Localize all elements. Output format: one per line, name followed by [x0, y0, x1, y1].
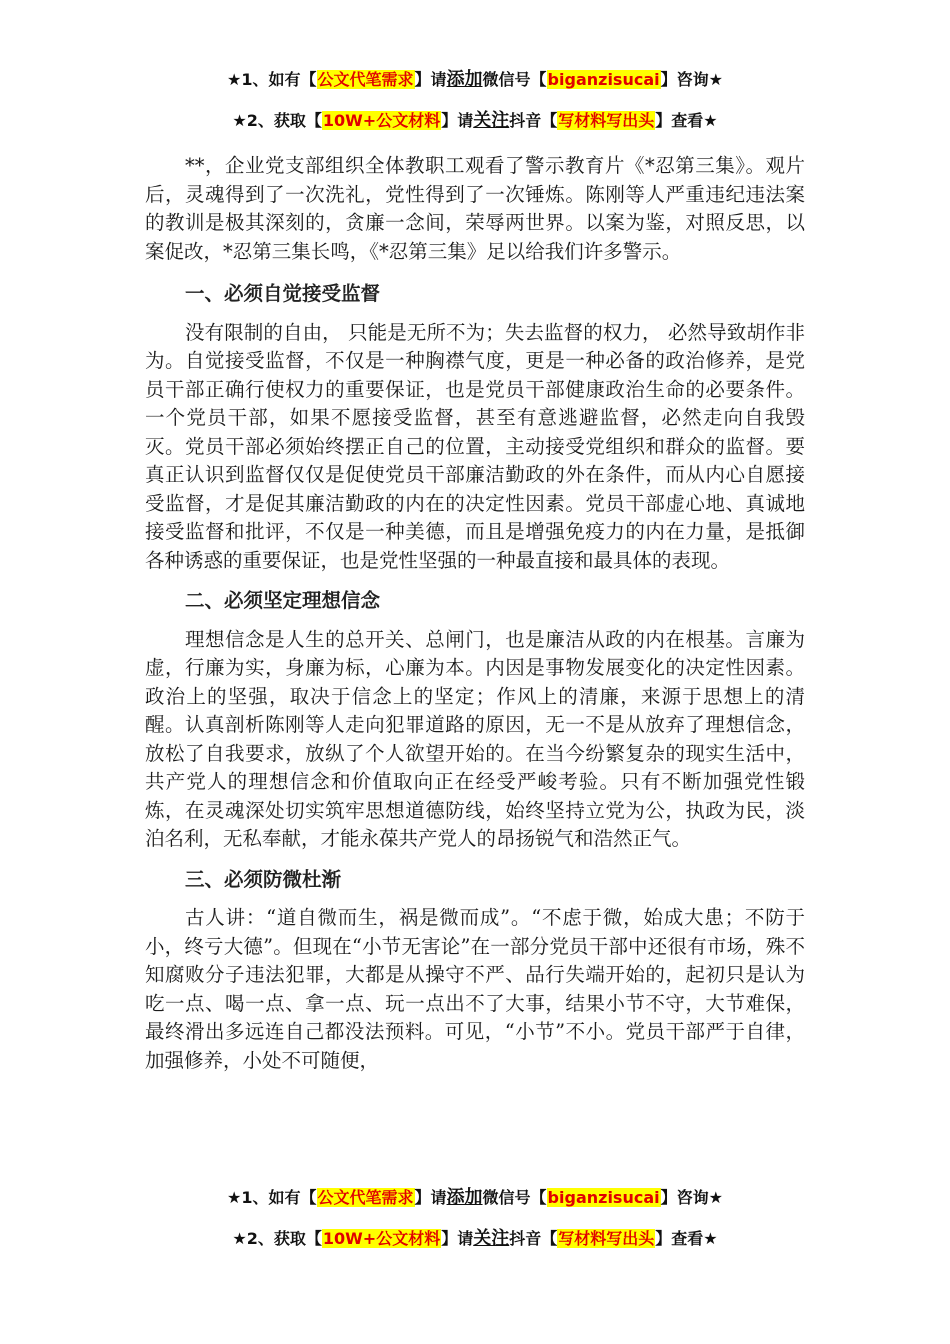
section-2-paragraph: 理想信念是人生的总开关、总闸门，也是廉洁从政的内在根基。言廉为虚，行廉为实，身廉为标，心廉为本。内因是事物发展变化的决定性因素。政治上的坚强，取决于信念上的坚定；作风上的清廉，来源于思想上的清醒。认真剖析陈刚等人走向犯罪道路的原因，无一不是从放弃了理想信念，放松了自我要求，放纵了个人欲望开始的。在当今纷繁复杂的现实生活中，共产党人的理想信念和价值取向正在经受严峻考验。只有不断加强党性锻炼，在灵魂深处切实筑牢思想道德防线，始终坚持立党为公，执政为民，淡泊名利，无私奉献，才能永葆共产党人的昂扬锐气和浩然正气。 — [145, 627, 805, 850]
banner-text: ★1、如有【 — [227, 70, 317, 89]
banner-text: 】请 — [414, 70, 447, 89]
section-3-paragraph: 古人讲：“道自微而生，祸是微而成”。“不虑于微，始成大患；不防于小，终亏大德”。但现在“小节无害论”在一部分党员干部中还很有市场，殊不知腐败分子违法犯罪，大都是从操守不严、品行失端开始的，起初只是认为吃一点、喝一点、拿一点、玩一点出不了大事，结果小节不守，大节难保，最终滑出多远连自己都没法预料。可见，“小节”不小。党员干部严于自律，加强修养，小处不可随便， — [145, 906, 805, 1072]
banner-text: 微信号【 — [482, 1188, 547, 1207]
banner-highlight: 10W+公文材料 — [322, 111, 441, 130]
douyin-id-highlight: 写材料写出头 — [558, 111, 655, 130]
banner-text: 】请 — [441, 1229, 474, 1248]
section-1-heading: 一、必须自觉接受监督 — [185, 282, 381, 305]
banner-text: 】咨询★ — [660, 70, 723, 89]
top-banner-line-1 — [0, 69, 950, 91]
banner-underlined-text: 关注 — [473, 1228, 510, 1249]
section-2-heading: 二、必须坚定理想信念 — [185, 589, 381, 612]
wechat-id-highlight: biganzisucai — [547, 1188, 660, 1207]
douyin-id-highlight: 写材料写出头 — [558, 1229, 655, 1248]
bottom-banner-line-1 — [0, 1187, 950, 1209]
banner-text: 】查看★ — [655, 1229, 718, 1248]
banner-text: 抖音【 — [509, 1229, 558, 1248]
banner-text: ★1、如有【 — [227, 1188, 317, 1207]
banner-text: 抖音【 — [509, 111, 558, 130]
banner-text: 】查看★ — [655, 111, 718, 130]
bottom-banner-line-2 — [0, 1228, 950, 1250]
section-3-heading: 三、必须防微杜渐 — [185, 867, 342, 891]
banner-highlight: 公文代笔需求 — [317, 70, 414, 89]
intro-paragraph: **，企业党支部组织全体教职工观看了警示教育片《*忍第三集》。观片后，灵魂得到了一次洗礼，党性得到了一次锤炼。陈刚等人严重违纪违法案的教训是极其深刻的，贪廉一念间，荣辱两世界。以案为鉴，对照反思，以案促改，*忍第三集长鸣，《*忍第三集》足以给我们许多警示。 — [145, 154, 805, 263]
banner-highlight: 公文代笔需求 — [317, 1188, 414, 1207]
banner-underlined-text: 关注 — [473, 110, 510, 131]
document-body — [145, 152, 805, 1075]
banner-text: 】咨询★ — [660, 1188, 723, 1207]
banner-text: ★2、获取【 — [232, 111, 322, 130]
banner-text: ★2、获取【 — [232, 1229, 322, 1248]
section-1-paragraph: 没有限制的自由， 只能是无所不为；失去监督的权力， 必然导致胡作非为。自觉接受监督，不仅是一种胸襟气度，更是一种必备的政治修养，是党员干部正确行使权力的重要保证，也是党员干部健康政治生命的必要条件。一个党员干部，如果不愿接受监督，甚至有意逃避监督，必然走向自我毁灭。党员干部必须始终摆正自己的位置，主动接受党组织和群众的监督。要真正认识到监督仅仅是促使党员干部廉洁勤政的外在条件，而从内心自愿接受监督，才是促其廉洁勤政的内在的决定性因素。党员干部虚心地、真诚地接受监督和批评，不仅是一种美德，而且是增强免疫力的内在力量，是抵御各种诱惑的重要保证，也是党性坚强的一种最直接和最具体的表现。 — [145, 320, 805, 572]
banner-underlined-text: 添加 — [446, 1187, 483, 1208]
banner-underlined-text: 添加 — [446, 69, 483, 90]
banner-text: 】请 — [414, 1188, 447, 1207]
banner-highlight: 10W+公文材料 — [322, 1229, 441, 1248]
wechat-id-highlight: biganzisucai — [547, 70, 660, 89]
banner-text: 】请 — [441, 111, 474, 130]
top-banner-line-2 — [0, 110, 950, 132]
banner-text: 微信号【 — [482, 70, 547, 89]
